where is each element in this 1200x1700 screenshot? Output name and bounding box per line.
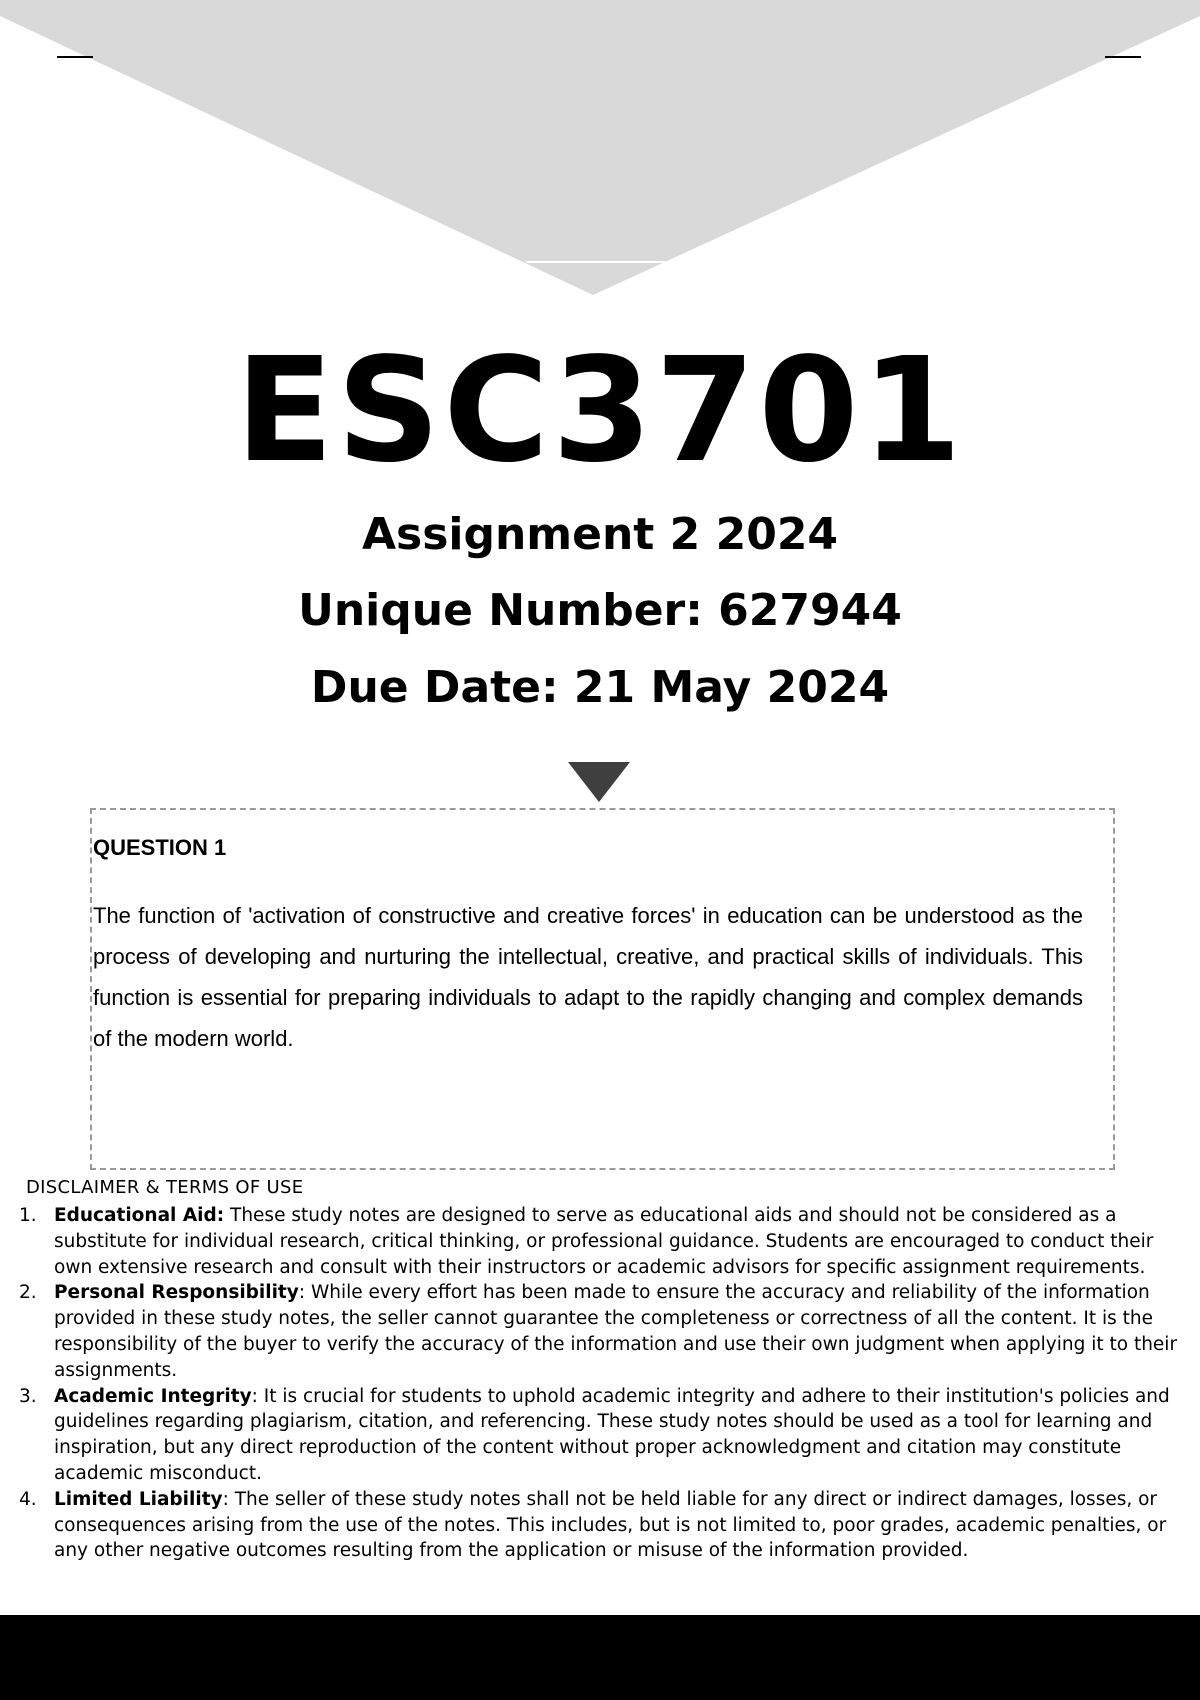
terms-item-limited-liability [0,1487,1200,1564]
terms-item-title: Academic Integrity [54,1385,252,1407]
terms-item-text: : It is crucial for students to uphold academic integrity and adhere to their institution's policies and guidelines regarding plagiarism, citation, and referencing. These study notes should be used as a tool for learning and inspiration, but any direct reproduction of the content without proper acknowledgment and citation may constitute academic misconduct. [54,1385,1170,1484]
footer-band [0,1615,1200,1700]
question-body-text: The function of 'activation of constructive and creative forces' in education can be understood as the process of developing and nurturing the intellectual, creative, and practical skills of individuals. This function is essential for preparing individuals to adapt to the rapidly changing and complex demands of the modern world. [93,903,1083,1051]
question-title: QUESTION 1 [93,835,227,860]
course-code-title: ESC3701 [235,326,965,494]
header-chevron-shape [0,0,1200,300]
terms-item-title: Limited Liability [54,1488,223,1510]
assignment-label: Assignment 2 2024 [361,509,839,560]
due-date-label: Due Date: 21 May 2024 [310,662,890,713]
terms-item-title: Educational Aid: [54,1205,225,1226]
terms-item-title: Personal Responsibility [54,1282,299,1304]
disclaimer-heading: DISCLAIMER & TERMS OF USE [26,1177,304,1198]
terms-item-text: These study notes are designed to serve as educational aids and should not be considered as a substitute for individual research, critical thinking, or professional guidance. Students are encouraged to conduct their own extensive research and consult with their instructors or academic advisors for specific assignment requirements. [54,1205,1154,1278]
corner-rule-left [57,56,93,58]
unique-number-label: Unique Number: 627944 [298,585,902,636]
terms-item-text: : The seller of these study notes shall not be held liable for any direct or indirect damages, losses, or consequences arising from the use of the notes. This includes, but is not limited to, poor grades, academic penalties, or any other negative outcomes resulting from the application or misuse of the information provided. [54,1488,1167,1562]
terms-list [0,1203,1200,1564]
terms-item-text: : While every effort has been made to ensure the accuracy and reliability of the information provided in these study notes, the seller cannot guarantee the completeness or correctness of all the content. It is the responsibility of the buyer to verify the accuracy of the information and use their own judgment when applying it to their assignments. [54,1282,1178,1381]
terms-item-number: 3. [19,1385,37,1407]
terms-item-educational-aid [0,1203,1200,1280]
terms-item-number: 4. [19,1488,37,1510]
terms-item-academic-integrity [0,1384,1200,1487]
terms-item-number: 1. [19,1205,37,1226]
terms-item-personal-responsibility [0,1280,1200,1383]
corner-rule-right [1105,56,1141,58]
down-arrow-icon [568,762,630,804]
terms-item-number: 2. [19,1282,37,1304]
